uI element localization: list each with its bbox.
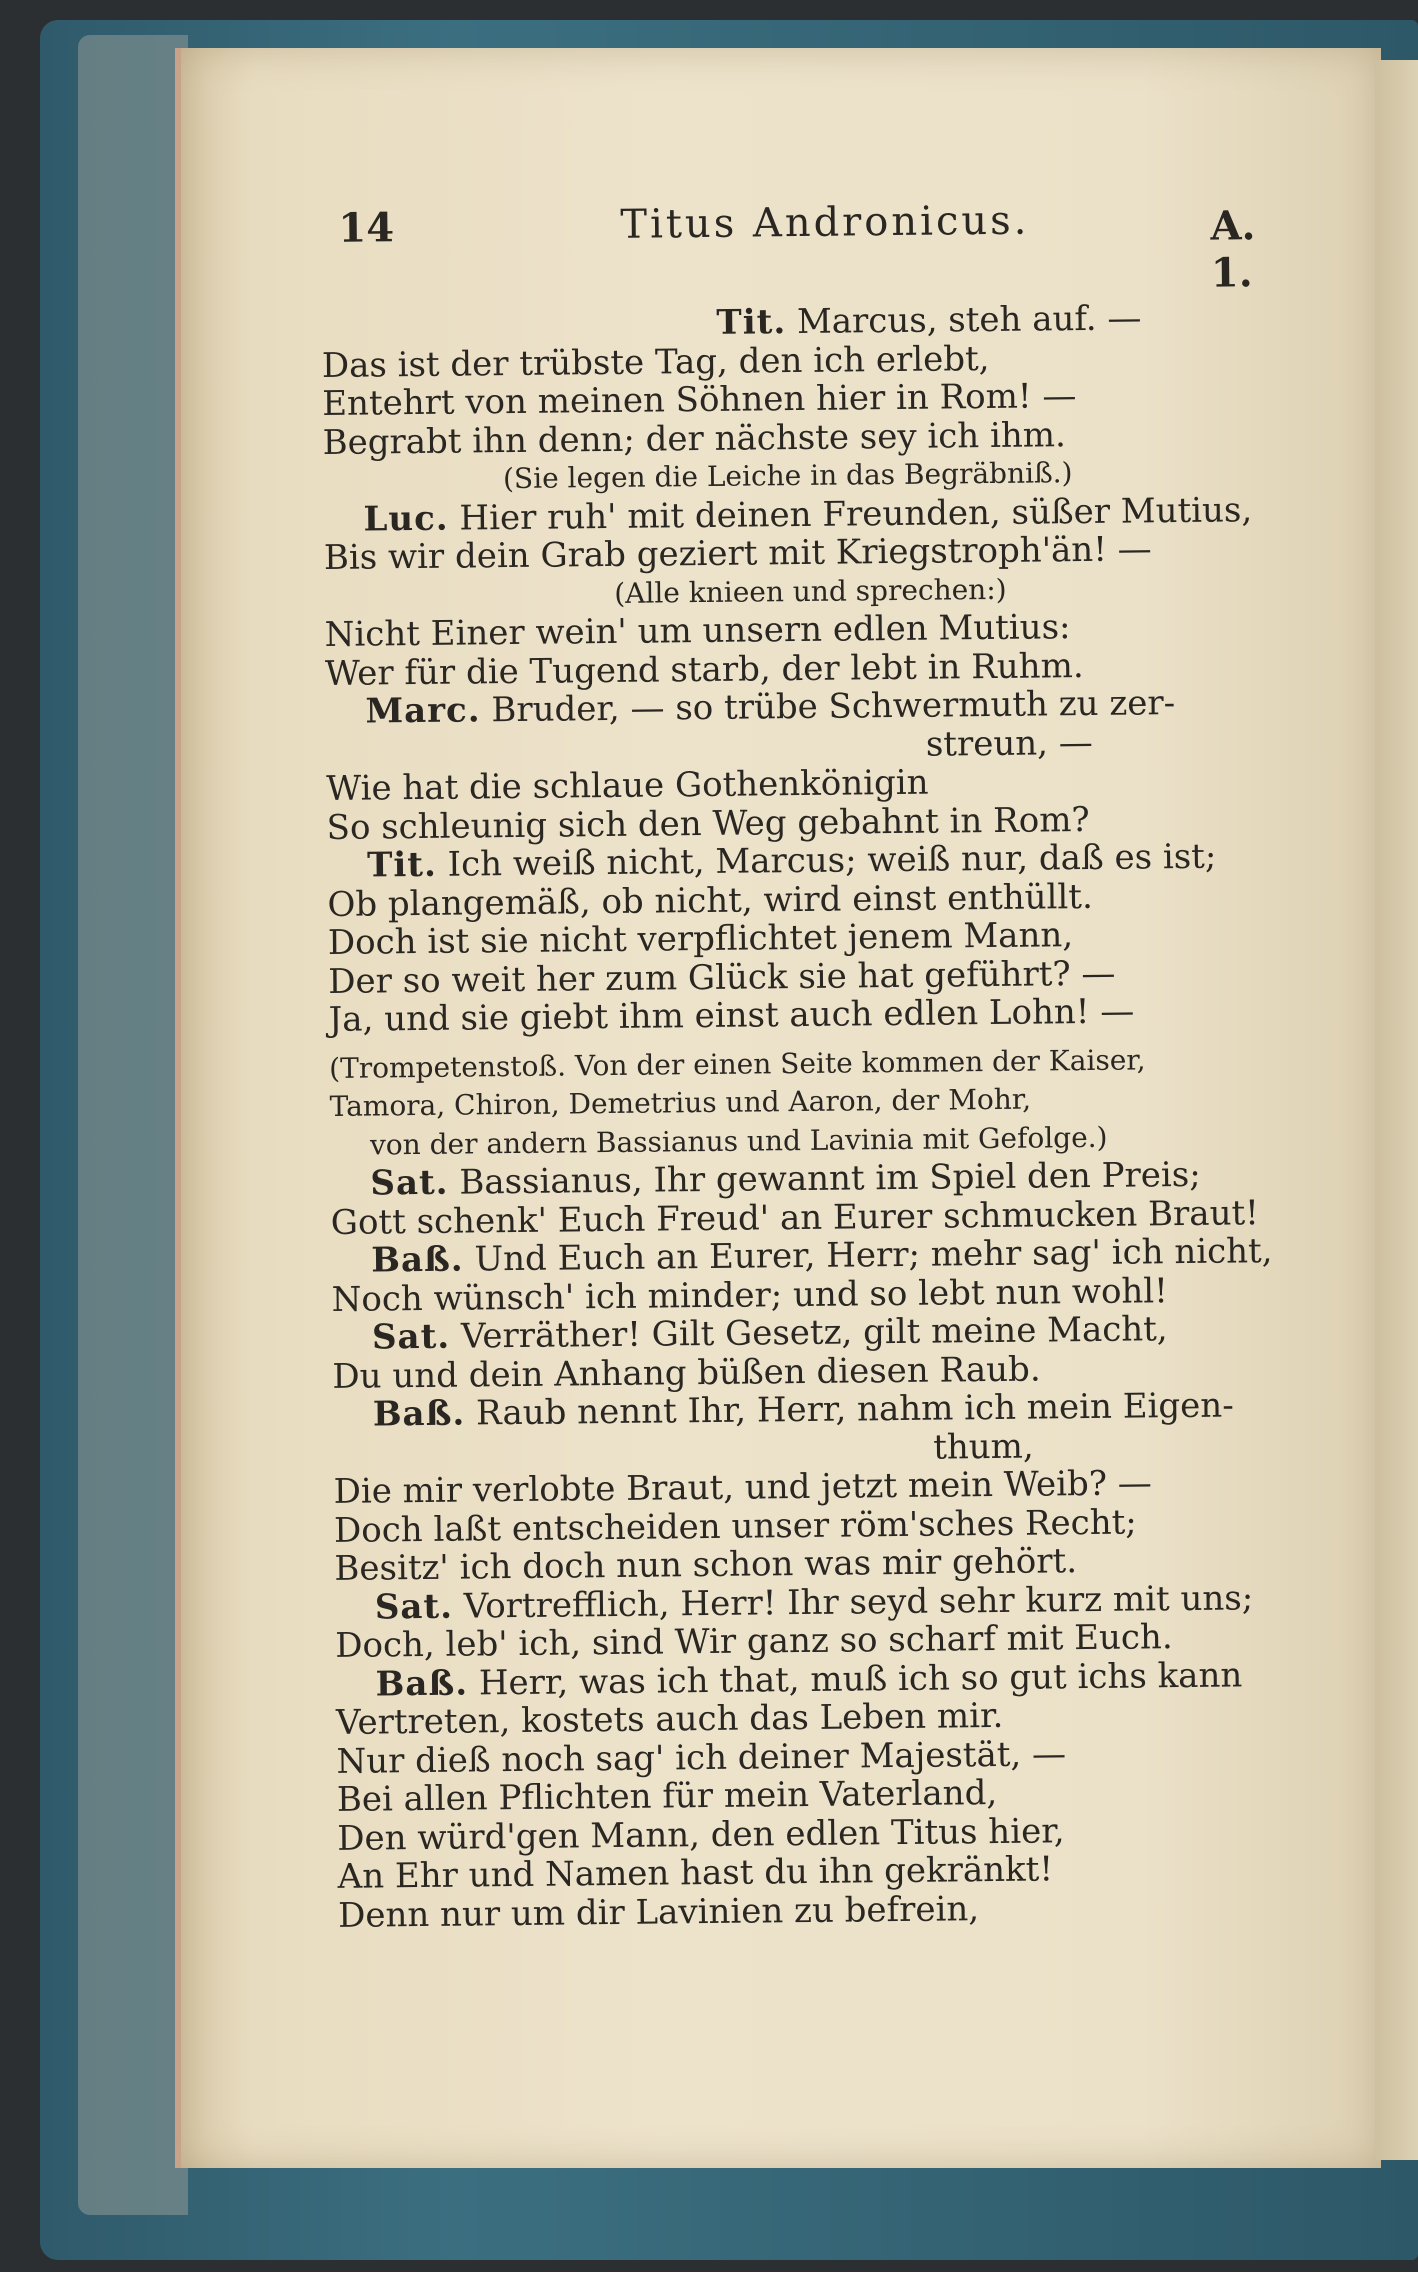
stage-direction: Tamora, Chiron, Demetrius und Aaron, der Mohr, — [329, 1082, 1032, 1123]
speaker-label: Sat. — [374, 1586, 454, 1628]
verse-line: Nur dieß noch sag' ich deiner Majestät, — — [336, 1733, 1067, 1782]
speaker-label: Tit. — [366, 844, 438, 886]
verse-line: Den würd'gen Mann, den edlen Titus hier, — [337, 1810, 1065, 1859]
verse-line: Bis wir dein Grab geziert mit Kriegstroph'än! — — [323, 529, 1152, 578]
verse-line: Vertreten, kostets auch das Leben mir. — [335, 1695, 1004, 1743]
speaker-label: Luc. — [363, 498, 449, 540]
verse-line: Sat. Verräther! Gilt Gesetz, gilt meine Macht, — [371, 1309, 1168, 1358]
verse-line: Tit. Marcus, steh auf. — — [716, 298, 1142, 343]
speaker-label: Baß. — [375, 1663, 469, 1704]
verse-line: Doch laßt entscheiden unser röm'sches Recht; — [333, 1502, 1137, 1551]
verse-line: Doch, leb' ich, sind Wir ganz so scharf mit Euch. — [335, 1617, 1173, 1666]
speaker-label: Marc. — [365, 690, 481, 732]
verse-line: Baß. Herr, was ich that, muß ich so gut ichs kann — [375, 1654, 1243, 1704]
speaker-label: Tit. — [716, 302, 787, 343]
verse-line: Bei allen Pflichten für mein Vaterland, — [336, 1772, 998, 1820]
verse-line: An Ehr und Namen hast du ihn gekränkt! — [337, 1849, 1054, 1897]
speaker-label: Sat. — [370, 1162, 449, 1204]
speaker-label: Sat. — [371, 1316, 451, 1358]
verse-line: Baß. Und Euch an Eurer, Herr; mehr sag' ich nicht, — [371, 1231, 1273, 1281]
verse-line: Doch ist sie nicht verpflichtet jenem Mann, — [327, 915, 1074, 963]
act-label: A. 1. — [1210, 202, 1256, 297]
verse-line: Die mir verlobte Braut, und jetzt mein Weib? — — [333, 1463, 1153, 1512]
verse-line: Tit. Ich weiß nicht, Marcus; weiß nur, daß es ist; — [366, 836, 1217, 886]
verse-line: Marc. Bruder, — so trübe Schwermuth zu zer- — [365, 683, 1176, 732]
verse-line: Ob plangemäß, ob nicht, wird einst enthüllt. — [327, 876, 1093, 925]
stage-direction: (Trompetenstoß. Von der einen Seite kommen der Kaiser, — [329, 1042, 1146, 1085]
page-header — [320, 180, 1281, 297]
play-text — [321, 298, 1298, 1935]
facing-page-edge — [1375, 60, 1418, 2160]
stage-direction: von der andern Bassianus und Lavinia mit Gefolge.) — [369, 1120, 1108, 1162]
speaker-label: Baß. — [372, 1393, 466, 1435]
verse-line: Das ist der trübste Tag, den ich erlebt, — [321, 338, 990, 386]
page-number: 14 — [338, 204, 395, 252]
verse-line: Gott schenk' Euch Freud' an Eurer schmucken Braut! — [330, 1192, 1260, 1243]
verse-line: Ja, und sie giebt ihm einst auch edlen Lohn! — — [328, 991, 1135, 1040]
verse-line: Sat. Bassianus, Ihr gewannt im Spiel den Preis; — [370, 1154, 1201, 1204]
verse-line: Nicht Einer wein' um unsern edlen Mutius: — [324, 607, 1071, 655]
verse-line: Der so weit her zum Glück sie hat geführt? — — [328, 953, 1116, 1002]
stage-direction: (Alle knieen und sprechen:) — [614, 572, 1007, 610]
verse-line: Luc. Hier ruh' mit deinen Freunden, süßer Mutius, — [363, 489, 1253, 540]
verse-line: Sat. Vortrefflich, Herr! Ihr seyd sehr kurz mit uns; — [374, 1577, 1254, 1628]
verse-line: Begrabt ihn denn; der nächste sey ich ihm. — [322, 414, 1066, 463]
running-title: Titus Andronicus. — [620, 197, 1030, 248]
cover-board — [78, 35, 188, 2215]
speaker-label: Baß. — [371, 1239, 464, 1281]
verse-line: Entehrt von meinen Söhnen hier in Rom! — — [322, 376, 1077, 424]
verse-line: Wie hat die schlaue Gothenkönigin — [326, 762, 929, 809]
verse-line: Denn nur um dir Lavinien zu befrein, — [337, 1888, 980, 1936]
verse-line: So schleunig sich den Weg gebahnt in Rom? — [326, 799, 1090, 848]
verse-line: Wer für die Tugend starb, der lebt in Ruhm. — [324, 645, 1084, 694]
verse-line: Noch wünsch' ich minder; und so lebt nun wohl! — [331, 1270, 1169, 1320]
stage-direction: (Sie legen die Leiche in das Begräbniß.) — [502, 456, 1073, 496]
verse-line: Baß. Raub nennt Ihr, Herr, nahm ich mein Eigen- — [372, 1385, 1234, 1435]
verse-line: Du und dein Anhang büßen diesen Raub. — [332, 1349, 1041, 1397]
verse-line: streun, — — [925, 722, 1093, 765]
verse-line: Besitz' ich doch nun schon was mir gehört. — [334, 1541, 1078, 1589]
verse-line: thum, — [932, 1426, 1034, 1468]
